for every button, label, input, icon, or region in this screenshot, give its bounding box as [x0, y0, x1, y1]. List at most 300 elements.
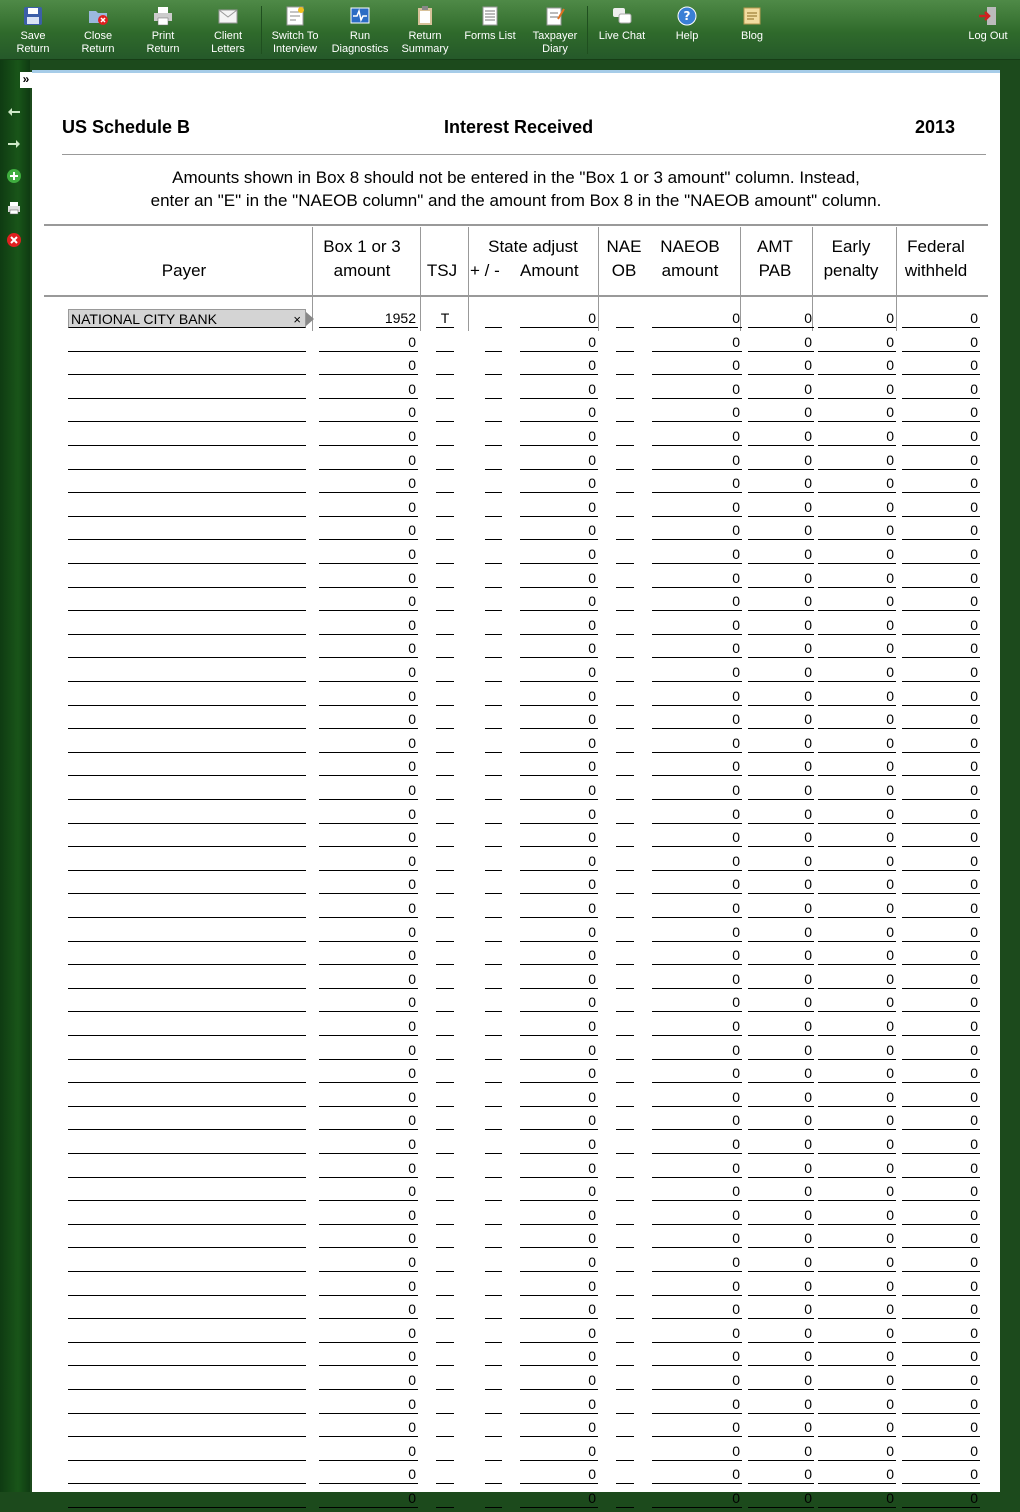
- state-amount-field[interactable]: 0: [520, 1418, 598, 1437]
- naeob-amount-field[interactable]: 0: [652, 1418, 742, 1437]
- state-sign-field[interactable]: [485, 1135, 502, 1154]
- box-amount-field[interactable]: 0: [319, 1395, 418, 1414]
- naeob-amount-field[interactable]: 0: [652, 852, 742, 871]
- federal-withheld-field[interactable]: 0: [902, 875, 980, 894]
- box-amount-field[interactable]: 0: [319, 1182, 418, 1201]
- amt-pab-field[interactable]: 0: [748, 616, 814, 635]
- state-amount-field[interactable]: 0: [520, 356, 598, 375]
- naeob-amount-field[interactable]: 0: [652, 875, 742, 894]
- box-amount-field[interactable]: 0: [319, 663, 418, 682]
- state-sign-field[interactable]: [485, 1347, 502, 1366]
- early-penalty-field[interactable]: 0: [818, 1489, 896, 1508]
- log-out-button[interactable]: Log Out: [957, 3, 1019, 57]
- state-sign-field[interactable]: [485, 639, 502, 658]
- box-amount-field[interactable]: 0: [319, 521, 418, 540]
- early-penalty-field[interactable]: 0: [818, 1182, 896, 1201]
- tsj-field[interactable]: [436, 545, 454, 564]
- state-amount-field[interactable]: 0: [520, 616, 598, 635]
- state-sign-field[interactable]: [485, 946, 502, 965]
- naeob-amount-field[interactable]: 0: [652, 592, 742, 611]
- state-sign-field[interactable]: [485, 757, 502, 776]
- early-penalty-field[interactable]: 0: [818, 1041, 896, 1060]
- state-sign-field[interactable]: [485, 852, 502, 871]
- naeob-amount-field[interactable]: 0: [652, 1182, 742, 1201]
- payer-field[interactable]: [68, 1159, 306, 1178]
- amt-pab-field[interactable]: 0: [748, 1135, 814, 1154]
- state-sign-field[interactable]: [485, 1300, 502, 1319]
- amt-pab-field[interactable]: 0: [748, 592, 814, 611]
- naeob-field[interactable]: [616, 1182, 634, 1201]
- early-penalty-field[interactable]: 0: [818, 663, 896, 682]
- federal-withheld-field[interactable]: 0: [902, 427, 980, 446]
- amt-pab-field[interactable]: 0: [748, 1371, 814, 1390]
- naeob-field[interactable]: [616, 356, 634, 375]
- tsj-field[interactable]: [436, 1277, 454, 1296]
- early-penalty-field[interactable]: 0: [818, 1135, 896, 1154]
- federal-withheld-field[interactable]: 0: [902, 1300, 980, 1319]
- tsj-field[interactable]: [436, 498, 454, 517]
- tsj-field[interactable]: [436, 946, 454, 965]
- amt-pab-field[interactable]: 0: [748, 1347, 814, 1366]
- federal-withheld-field[interactable]: 0: [902, 1229, 980, 1248]
- box-amount-field[interactable]: 0: [319, 1347, 418, 1366]
- early-penalty-field[interactable]: 0: [818, 1465, 896, 1484]
- federal-withheld-field[interactable]: 0: [902, 521, 980, 540]
- tsj-field[interactable]: [436, 1111, 454, 1130]
- naeob-field[interactable]: [616, 875, 634, 894]
- federal-withheld-field[interactable]: 0: [902, 899, 980, 918]
- payer-field[interactable]: [68, 403, 306, 422]
- payer-field[interactable]: [68, 757, 306, 776]
- state-amount-field[interactable]: 0: [520, 781, 598, 800]
- federal-withheld-field[interactable]: 0: [902, 451, 980, 470]
- box-amount-field[interactable]: 0: [319, 734, 418, 753]
- federal-withheld-field[interactable]: 0: [902, 380, 980, 399]
- naeob-amount-field[interactable]: 0: [652, 1159, 742, 1178]
- amt-pab-field[interactable]: 0: [748, 710, 814, 729]
- naeob-field[interactable]: [616, 545, 634, 564]
- state-amount-field[interactable]: 0: [520, 1206, 598, 1225]
- tsj-field[interactable]: [436, 993, 454, 1012]
- naeob-amount-field[interactable]: 0: [652, 639, 742, 658]
- payer-field[interactable]: [68, 1182, 306, 1201]
- state-amount-field[interactable]: 0: [520, 1253, 598, 1272]
- payer-field[interactable]: [68, 474, 306, 493]
- state-amount-field[interactable]: 0: [520, 1088, 598, 1107]
- payer-field[interactable]: [68, 1064, 306, 1083]
- tsj-field[interactable]: [436, 663, 454, 682]
- early-penalty-field[interactable]: 0: [818, 875, 896, 894]
- box-amount-field[interactable]: 0: [319, 1041, 418, 1060]
- payer-field[interactable]: [68, 1300, 306, 1319]
- state-amount-field[interactable]: 0: [520, 757, 598, 776]
- early-penalty-field[interactable]: 0: [818, 1300, 896, 1319]
- state-amount-field[interactable]: 0: [520, 1347, 598, 1366]
- state-amount-field[interactable]: 0: [520, 828, 598, 847]
- naeob-amount-field[interactable]: 0: [652, 521, 742, 540]
- payer-field[interactable]: [68, 1347, 306, 1366]
- early-penalty-field[interactable]: 0: [818, 781, 896, 800]
- tsj-field[interactable]: [436, 427, 454, 446]
- early-penalty-field[interactable]: 0: [818, 899, 896, 918]
- payer-field[interactable]: [68, 1229, 306, 1248]
- state-sign-field[interactable]: [485, 451, 502, 470]
- state-amount-field[interactable]: 0: [520, 875, 598, 894]
- state-sign-field[interactable]: [485, 1041, 502, 1060]
- naeob-amount-field[interactable]: 0: [652, 1041, 742, 1060]
- early-penalty-field[interactable]: 0: [818, 451, 896, 470]
- amt-pab-field[interactable]: 0: [748, 333, 814, 352]
- tsj-field[interactable]: [436, 828, 454, 847]
- tsj-field[interactable]: [436, 1253, 454, 1272]
- state-sign-field[interactable]: [485, 805, 502, 824]
- state-amount-field[interactable]: 0: [520, 1182, 598, 1201]
- state-sign-field[interactable]: [485, 616, 502, 635]
- early-penalty-field[interactable]: 0: [818, 946, 896, 965]
- naeob-amount-field[interactable]: 0: [652, 403, 742, 422]
- naeob-field[interactable]: [616, 1442, 634, 1461]
- naeob-amount-field[interactable]: 0: [652, 498, 742, 517]
- amt-pab-field[interactable]: 0: [748, 781, 814, 800]
- tsj-field[interactable]: [436, 1442, 454, 1461]
- box-amount-field[interactable]: 0: [319, 710, 418, 729]
- tsj-field[interactable]: [436, 1300, 454, 1319]
- naeob-field[interactable]: [616, 993, 634, 1012]
- tsj-field[interactable]: [436, 710, 454, 729]
- amt-pab-field[interactable]: 0: [748, 569, 814, 588]
- box-amount-field[interactable]: 0: [319, 498, 418, 517]
- naeob-amount-field[interactable]: 0: [652, 828, 742, 847]
- state-sign-field[interactable]: [485, 828, 502, 847]
- naeob-amount-field[interactable]: 0: [652, 1324, 742, 1343]
- payer-field[interactable]: [68, 710, 306, 729]
- box-amount-field[interactable]: 0: [319, 545, 418, 564]
- amt-pab-field[interactable]: 0: [748, 403, 814, 422]
- tsj-field[interactable]: [436, 970, 454, 989]
- payer-dropdown-arrow-icon[interactable]: [306, 312, 314, 326]
- federal-withheld-field[interactable]: 0: [902, 805, 980, 824]
- payer-field[interactable]: [68, 498, 306, 517]
- state-sign-field[interactable]: [485, 1371, 502, 1390]
- box-amount-field[interactable]: 0: [319, 923, 418, 942]
- early-penalty-field[interactable]: 0: [818, 710, 896, 729]
- amt-pab-field[interactable]: 0: [748, 521, 814, 540]
- help-button[interactable]: ? Help: [656, 3, 718, 57]
- naeob-amount-field[interactable]: 0: [652, 1253, 742, 1272]
- payer-field[interactable]: [68, 333, 306, 352]
- naeob-field[interactable]: [616, 852, 634, 871]
- naeob-amount-field[interactable]: 0: [652, 805, 742, 824]
- state-amount-field[interactable]: 0: [520, 805, 598, 824]
- early-penalty-field[interactable]: 0: [818, 333, 896, 352]
- payer-field[interactable]: [68, 923, 306, 942]
- payer-field[interactable]: [68, 639, 306, 658]
- state-sign-field[interactable]: [485, 1277, 502, 1296]
- box-amount-field[interactable]: 0: [319, 828, 418, 847]
- payer-field[interactable]: [68, 569, 306, 588]
- naeob-amount-field[interactable]: 0: [652, 1088, 742, 1107]
- payer-field[interactable]: [68, 1324, 306, 1343]
- amt-pab-field[interactable]: 0: [748, 1442, 814, 1461]
- box-amount-field[interactable]: 0: [319, 781, 418, 800]
- state-sign-field[interactable]: [485, 333, 502, 352]
- state-sign-field[interactable]: [485, 1324, 502, 1343]
- early-penalty-field[interactable]: 0: [818, 757, 896, 776]
- state-amount-field[interactable]: 0: [520, 852, 598, 871]
- box-amount-field[interactable]: 0: [319, 687, 418, 706]
- payer-field[interactable]: [68, 616, 306, 635]
- state-sign-field[interactable]: [485, 521, 502, 540]
- state-amount-field[interactable]: 0: [520, 474, 598, 493]
- naeob-field[interactable]: [616, 521, 634, 540]
- payer-field[interactable]: [68, 356, 306, 375]
- early-penalty-field[interactable]: 0: [818, 1418, 896, 1437]
- early-penalty-field[interactable]: 0: [818, 852, 896, 871]
- payer-field[interactable]: [68, 663, 306, 682]
- tsj-field[interactable]: [436, 356, 454, 375]
- naeob-field[interactable]: [616, 309, 634, 328]
- box-amount-field[interactable]: 0: [319, 1324, 418, 1343]
- payer-field[interactable]: [68, 521, 306, 540]
- naeob-field[interactable]: [616, 616, 634, 635]
- box-amount-field[interactable]: 0: [319, 1017, 418, 1036]
- tsj-field[interactable]: [436, 1418, 454, 1437]
- amt-pab-field[interactable]: 0: [748, 1017, 814, 1036]
- naeob-amount-field[interactable]: 0: [652, 1465, 742, 1484]
- early-penalty-field[interactable]: 0: [818, 1111, 896, 1130]
- state-sign-field[interactable]: [485, 309, 502, 328]
- state-sign-field[interactable]: [485, 1064, 502, 1083]
- box-amount-field[interactable]: 0: [319, 333, 418, 352]
- amt-pab-field[interactable]: 0: [748, 663, 814, 682]
- tsj-field[interactable]: [436, 569, 454, 588]
- state-sign-field[interactable]: [485, 1253, 502, 1272]
- state-sign-field[interactable]: [485, 781, 502, 800]
- amt-pab-field[interactable]: 0: [748, 946, 814, 965]
- naeob-field[interactable]: [616, 569, 634, 588]
- naeob-field[interactable]: [616, 1277, 634, 1296]
- naeob-amount-field[interactable]: 0: [652, 380, 742, 399]
- return-summary-button[interactable]: Return Summary: [394, 3, 456, 57]
- naeob-amount-field[interactable]: 0: [652, 970, 742, 989]
- naeob-amount-field[interactable]: 0: [652, 1371, 742, 1390]
- early-penalty-field[interactable]: 0: [818, 1442, 896, 1461]
- amt-pab-field[interactable]: 0: [748, 734, 814, 753]
- state-amount-field[interactable]: 0: [520, 309, 598, 328]
- federal-withheld-field[interactable]: 0: [902, 1206, 980, 1225]
- federal-withheld-field[interactable]: 0: [902, 1442, 980, 1461]
- early-penalty-field[interactable]: 0: [818, 545, 896, 564]
- payer-field[interactable]: [68, 380, 306, 399]
- amt-pab-field[interactable]: 0: [748, 451, 814, 470]
- state-sign-field[interactable]: [485, 899, 502, 918]
- box-amount-field[interactable]: 0: [319, 569, 418, 588]
- early-penalty-field[interactable]: 0: [818, 1253, 896, 1272]
- naeob-field[interactable]: [616, 1206, 634, 1225]
- amt-pab-field[interactable]: 0: [748, 1088, 814, 1107]
- tsj-field[interactable]: [436, 1041, 454, 1060]
- forms-list-button[interactable]: Forms List: [459, 3, 521, 57]
- naeob-field[interactable]: [616, 403, 634, 422]
- box-amount-field[interactable]: 0: [319, 616, 418, 635]
- clear-payer-button[interactable]: ×: [293, 312, 301, 327]
- save-return-button[interactable]: Save Return: [2, 3, 64, 57]
- amt-pab-field[interactable]: 0: [748, 970, 814, 989]
- payer-field[interactable]: [68, 309, 306, 328]
- amt-pab-field[interactable]: 0: [748, 639, 814, 658]
- state-amount-field[interactable]: 0: [520, 639, 598, 658]
- box-amount-field[interactable]: 0: [319, 805, 418, 824]
- state-sign-field[interactable]: [485, 498, 502, 517]
- federal-withheld-field[interactable]: 0: [902, 498, 980, 517]
- early-penalty-field[interactable]: 0: [818, 474, 896, 493]
- tsj-field[interactable]: [436, 875, 454, 894]
- naeob-field[interactable]: [616, 1017, 634, 1036]
- state-amount-field[interactable]: 0: [520, 1111, 598, 1130]
- federal-withheld-field[interactable]: 0: [902, 616, 980, 635]
- federal-withheld-field[interactable]: 0: [902, 1041, 980, 1060]
- state-sign-field[interactable]: [485, 569, 502, 588]
- naeob-field[interactable]: [616, 1135, 634, 1154]
- payer-field[interactable]: [68, 592, 306, 611]
- payer-field[interactable]: [68, 970, 306, 989]
- naeob-amount-field[interactable]: 0: [652, 427, 742, 446]
- naeob-amount-field[interactable]: 0: [652, 1300, 742, 1319]
- payer-field[interactable]: [68, 1206, 306, 1225]
- payer-field[interactable]: [68, 734, 306, 753]
- federal-withheld-field[interactable]: 0: [902, 1418, 980, 1437]
- run-diagnostics-button[interactable]: Run Diagnostics: [329, 3, 391, 57]
- state-amount-field[interactable]: 0: [520, 1465, 598, 1484]
- box-amount-field[interactable]: 0: [319, 1489, 418, 1508]
- naeob-field[interactable]: [616, 1347, 634, 1366]
- state-sign-field[interactable]: [485, 734, 502, 753]
- tsj-field[interactable]: [436, 1088, 454, 1107]
- federal-withheld-field[interactable]: 0: [902, 1324, 980, 1343]
- early-penalty-field[interactable]: 0: [818, 356, 896, 375]
- naeob-amount-field[interactable]: 0: [652, 1017, 742, 1036]
- state-amount-field[interactable]: 0: [520, 545, 598, 564]
- payer-field[interactable]: [68, 1418, 306, 1437]
- box-amount-field[interactable]: 0: [319, 875, 418, 894]
- expand-panel-button[interactable]: »: [20, 72, 32, 88]
- tsj-field[interactable]: [436, 1064, 454, 1083]
- payer-field[interactable]: [68, 1277, 306, 1296]
- early-penalty-field[interactable]: 0: [818, 1277, 896, 1296]
- naeob-field[interactable]: [616, 1253, 634, 1272]
- federal-withheld-field[interactable]: 0: [902, 710, 980, 729]
- naeob-field[interactable]: [616, 828, 634, 847]
- state-sign-field[interactable]: [485, 1465, 502, 1484]
- amt-pab-field[interactable]: 0: [748, 1300, 814, 1319]
- state-sign-field[interactable]: [485, 1206, 502, 1225]
- state-amount-field[interactable]: 0: [520, 993, 598, 1012]
- box-amount-field[interactable]: 1952: [319, 309, 418, 328]
- payer-field[interactable]: [68, 451, 306, 470]
- state-sign-field[interactable]: [485, 356, 502, 375]
- delete-icon[interactable]: [6, 232, 22, 248]
- payer-field[interactable]: [68, 852, 306, 871]
- amt-pab-field[interactable]: 0: [748, 1465, 814, 1484]
- state-sign-field[interactable]: [485, 1088, 502, 1107]
- federal-withheld-field[interactable]: 0: [902, 663, 980, 682]
- naeob-amount-field[interactable]: 0: [652, 1229, 742, 1248]
- federal-withheld-field[interactable]: 0: [902, 1159, 980, 1178]
- state-sign-field[interactable]: [485, 427, 502, 446]
- amt-pab-field[interactable]: 0: [748, 1418, 814, 1437]
- amt-pab-field[interactable]: 0: [748, 380, 814, 399]
- naeob-field[interactable]: [616, 639, 634, 658]
- amt-pab-field[interactable]: 0: [748, 993, 814, 1012]
- add-icon[interactable]: [6, 168, 22, 184]
- early-penalty-field[interactable]: 0: [818, 1088, 896, 1107]
- state-amount-field[interactable]: 0: [520, 1395, 598, 1414]
- federal-withheld-field[interactable]: 0: [902, 946, 980, 965]
- naeob-field[interactable]: [616, 592, 634, 611]
- box-amount-field[interactable]: 0: [319, 1277, 418, 1296]
- federal-withheld-field[interactable]: 0: [902, 309, 980, 328]
- early-penalty-field[interactable]: 0: [818, 828, 896, 847]
- payer-field[interactable]: [68, 1442, 306, 1461]
- federal-withheld-field[interactable]: 0: [902, 1465, 980, 1484]
- naeob-field[interactable]: [616, 380, 634, 399]
- state-amount-field[interactable]: 0: [520, 1041, 598, 1060]
- amt-pab-field[interactable]: 0: [748, 875, 814, 894]
- state-amount-field[interactable]: 0: [520, 1300, 598, 1319]
- early-penalty-field[interactable]: 0: [818, 1324, 896, 1343]
- naeob-field[interactable]: [616, 427, 634, 446]
- naeob-amount-field[interactable]: 0: [652, 451, 742, 470]
- tsj-field[interactable]: [436, 1324, 454, 1343]
- box-amount-field[interactable]: 0: [319, 1371, 418, 1390]
- state-sign-field[interactable]: [485, 1182, 502, 1201]
- tsj-field[interactable]: [436, 1371, 454, 1390]
- box-amount-field[interactable]: 0: [319, 946, 418, 965]
- naeob-amount-field[interactable]: 0: [652, 1395, 742, 1414]
- box-amount-field[interactable]: 0: [319, 1159, 418, 1178]
- box-amount-field[interactable]: 0: [319, 1064, 418, 1083]
- amt-pab-field[interactable]: 0: [748, 309, 814, 328]
- state-sign-field[interactable]: [485, 380, 502, 399]
- early-penalty-field[interactable]: 0: [818, 1371, 896, 1390]
- federal-withheld-field[interactable]: 0: [902, 828, 980, 847]
- state-sign-field[interactable]: [485, 710, 502, 729]
- naeob-field[interactable]: [616, 899, 634, 918]
- federal-withheld-field[interactable]: 0: [902, 403, 980, 422]
- tsj-field[interactable]: [436, 1135, 454, 1154]
- tsj-field[interactable]: [436, 852, 454, 871]
- box-amount-field[interactable]: 0: [319, 1111, 418, 1130]
- naeob-amount-field[interactable]: 0: [652, 545, 742, 564]
- payer-field[interactable]: [68, 1111, 306, 1130]
- state-sign-field[interactable]: [485, 403, 502, 422]
- naeob-amount-field[interactable]: 0: [652, 1111, 742, 1130]
- naeob-field[interactable]: [616, 1418, 634, 1437]
- state-sign-field[interactable]: [485, 1395, 502, 1414]
- amt-pab-field[interactable]: 0: [748, 356, 814, 375]
- amt-pab-field[interactable]: 0: [748, 1064, 814, 1083]
- naeob-amount-field[interactable]: 0: [652, 1206, 742, 1225]
- payer-field[interactable]: [68, 427, 306, 446]
- payer-field[interactable]: [68, 1041, 306, 1060]
- tsj-field[interactable]: [436, 923, 454, 942]
- state-amount-field[interactable]: 0: [520, 498, 598, 517]
- switch-to-interview-button[interactable]: Switch To Interview: [264, 3, 326, 57]
- early-penalty-field[interactable]: 0: [818, 498, 896, 517]
- amt-pab-field[interactable]: 0: [748, 1395, 814, 1414]
- early-penalty-field[interactable]: 0: [818, 427, 896, 446]
- state-amount-field[interactable]: 0: [520, 663, 598, 682]
